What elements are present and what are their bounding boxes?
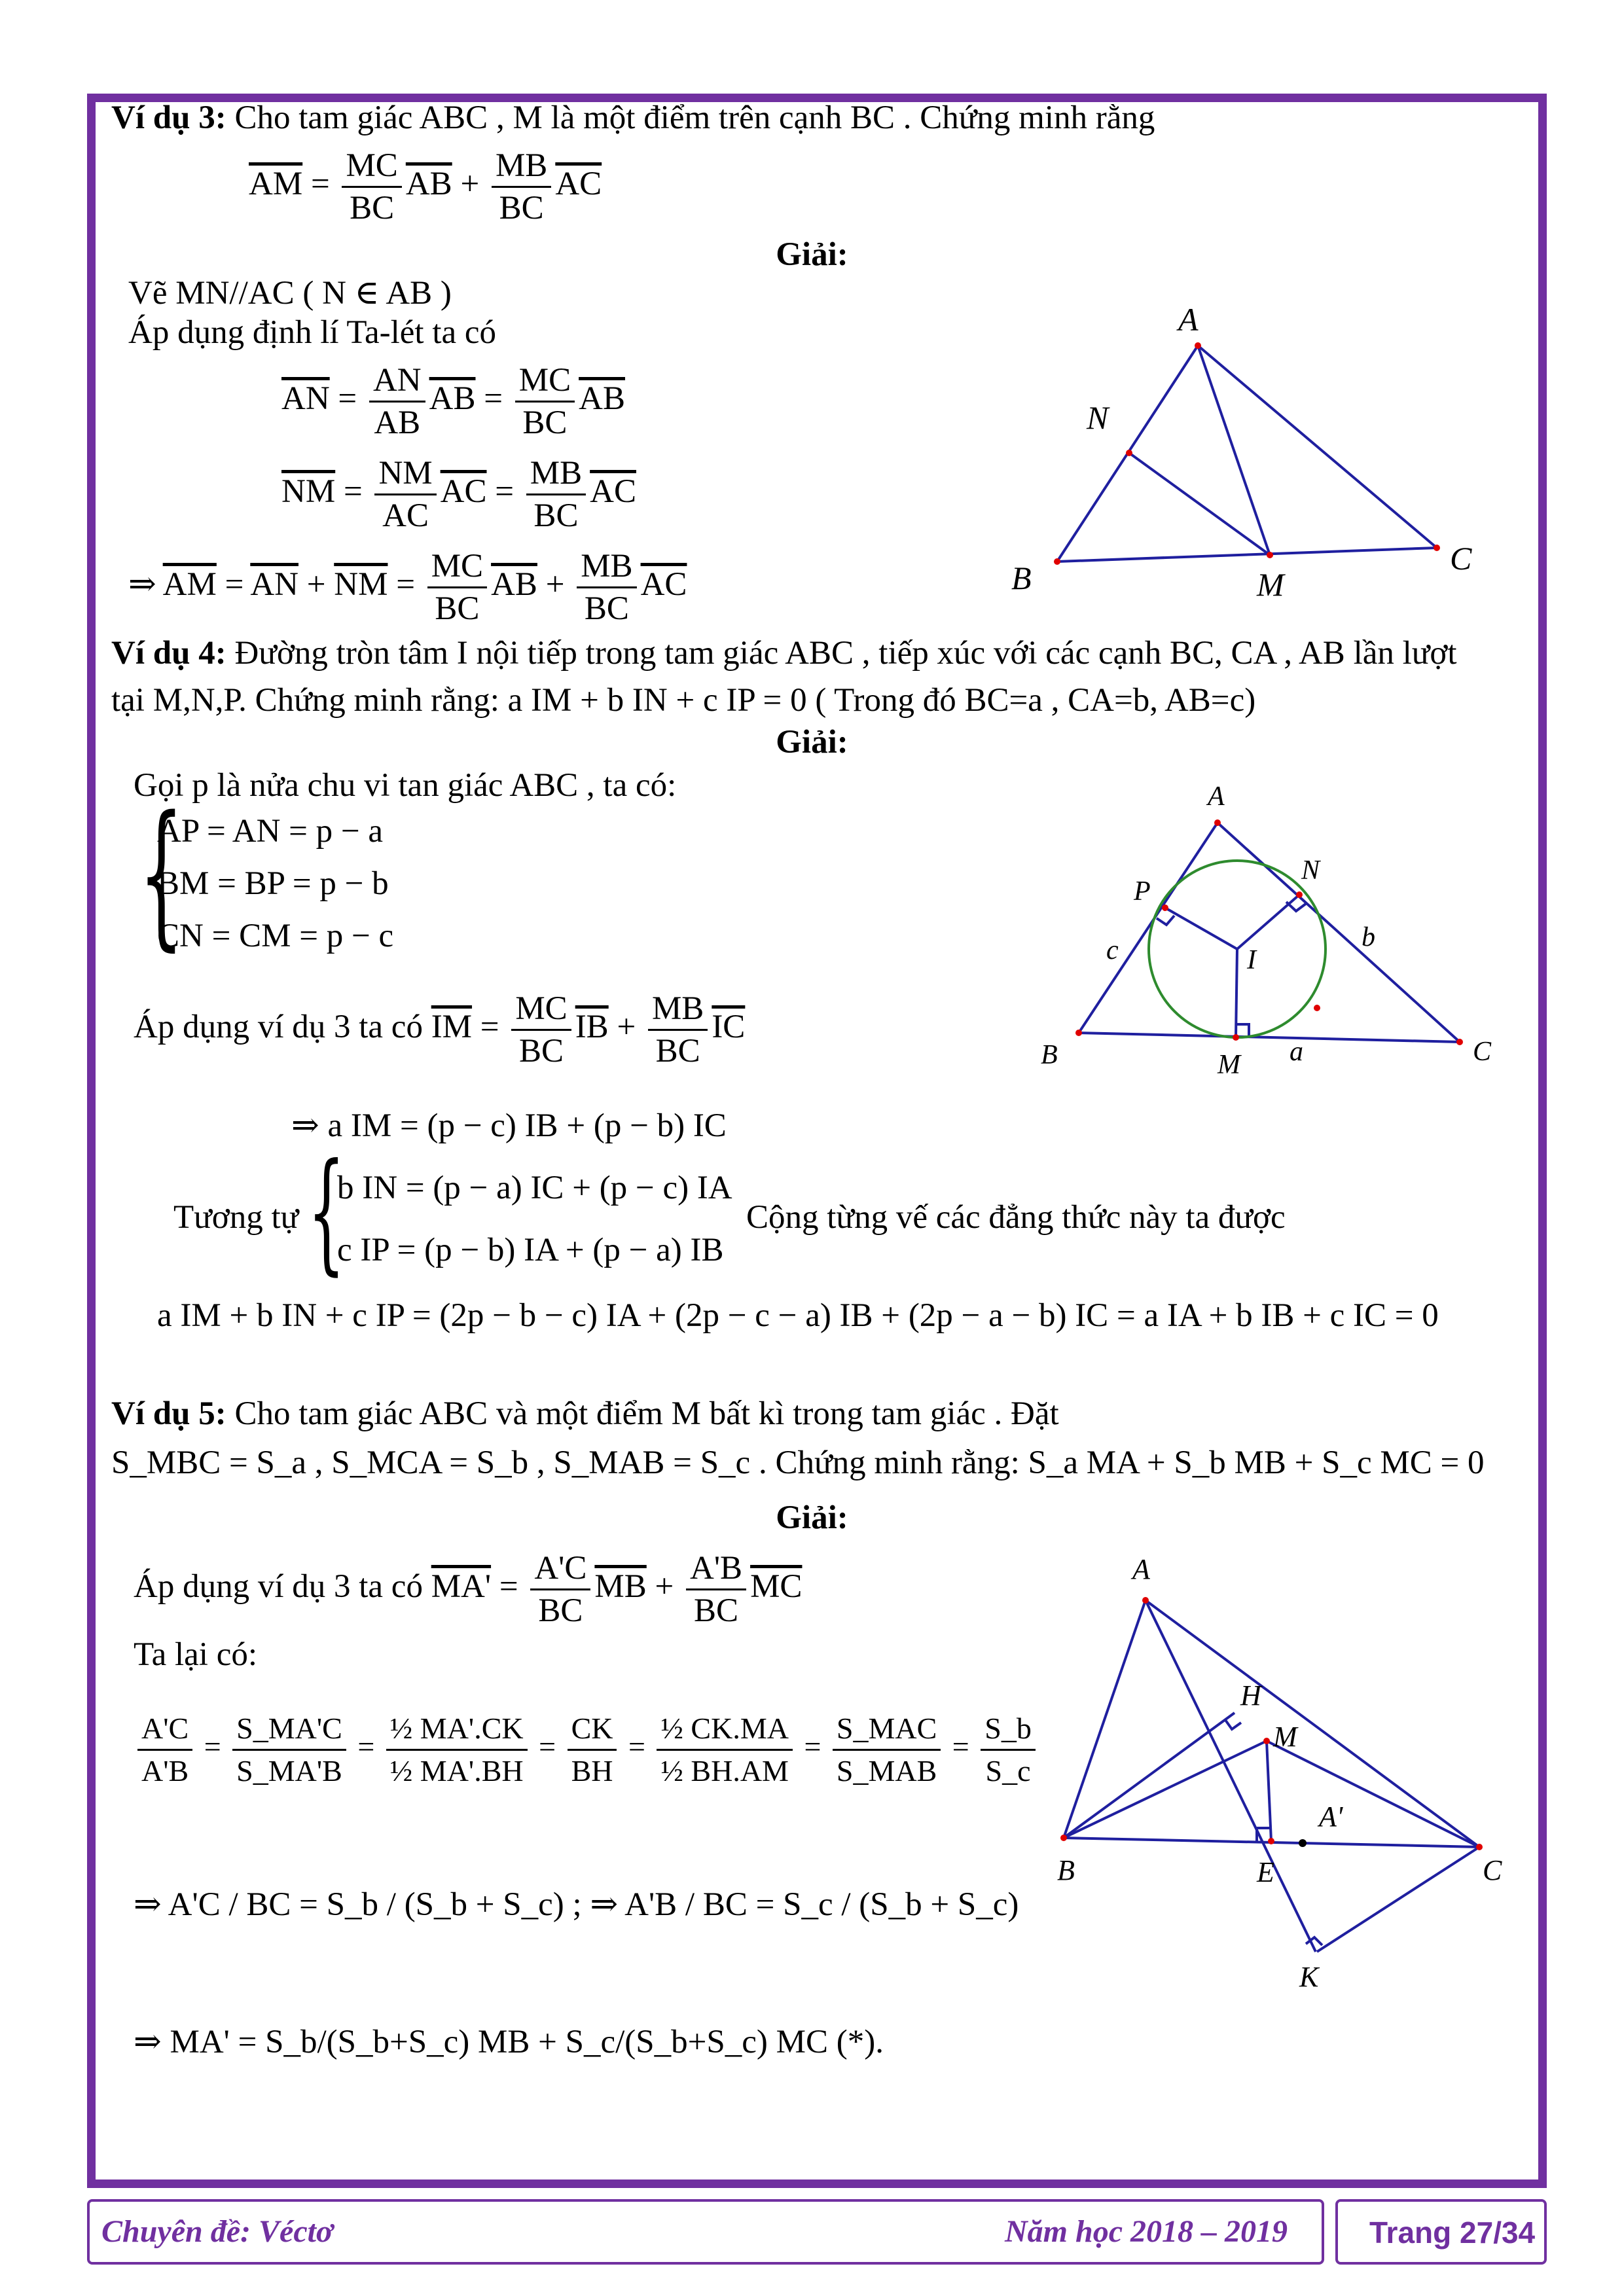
ex3-line1: Vẽ MN//AC ( N ∈ AB ): [128, 275, 452, 312]
fig3-label-A: A: [1178, 301, 1199, 338]
ex4-add: Cộng từng vế các đẳng thức này ta được: [746, 1199, 1286, 1236]
ex4-brace2: {: [308, 1136, 346, 1288]
ex5-line2: S_MBC = S_a , S_MCA = S_b , S_MAB = S_c . Chứng minh rằng: S_a MA + S_b MB + S_c MC = 0: [111, 1444, 1485, 1481]
fig3-label-B: B: [1011, 560, 1032, 596]
ex4-final: a IM + b IN + c IP = (2p − b − c) IA + (2p − c − a) IB + (2p − a − b) IC = a IA + b IB + c IC = 0: [157, 1297, 1439, 1334]
fig5-label-K: K: [1299, 1961, 1319, 1993]
fig4-label-M: M: [1218, 1050, 1240, 1080]
footer-year: Năm học 2018 – 2019: [1005, 2214, 1288, 2249]
fig4-label-I: I: [1247, 945, 1256, 975]
ex5-ratio: $\frac{A'C}{A'B}$ = $\frac{S\_MA'C}{S\_MA'B}$ = $\frac{\text{½ MA'.CK}}{\text{½ MA'.BH}}$ = $\frac{CK}{BH}$ = $\frac{\text{½ CK.MA}}{\text{½ BH.AM}}$ = S_MAC S_MAB = $\frac{S\_b}{S\_c}$: [134, 1708, 1039, 1791]
ex3-formula: $\overline{AM}$ = $\frac{MC}{BC}$ $\overline{AB}$ + $\frac{MB}{BC}$ $\overline{AC}$: [249, 145, 602, 228]
ex4-apply: Áp dụng ví dụ 3 ta có $\overline{IM}$ = $\frac{MC}{BC}$ $\overline{IB}$ + $\frac{MB}{BC}$ $\overline{IC}$: [134, 988, 745, 1071]
ex3-statement: Ví dụ 3: Cho tam giác ABC , M là một điểm trên cạnh BC . Chứng minh rằng: [111, 99, 1155, 136]
fig4-label-A: A: [1208, 781, 1225, 812]
ex4-sys-1: BM = BP = p − b: [157, 865, 389, 902]
ex5-also: Ta lại có:: [134, 1636, 258, 1673]
ex5-figure: [1021, 1551, 1519, 1996]
ex3-eq1: $\overline{AN}$ = $\frac{AN}{AB}$ $\overline{AB}$ = $\frac{MC}{BC}$ $\overline{AB}$: [281, 360, 625, 443]
fig5-label-C: C: [1483, 1854, 1502, 1886]
fig4-label-C: C: [1473, 1037, 1492, 1067]
ex5-final: ⇒ MA' = S_b/(S_b+S_c) MB + S_c/(S_b+S_c) MC (*).: [134, 2024, 884, 2060]
footer-topic: Chuyên đề: Véctơ: [101, 2214, 333, 2249]
ex4-figure: [1021, 772, 1519, 1086]
ex3-eq2: $\overline{NM}$ = $\frac{NM}{AC}$ $\overline{AC}$ = $\frac{MB}{BC}$ $\overline{AC}$: [281, 453, 636, 536]
fig3-label-M: M: [1257, 566, 1284, 603]
ex4-solution-title: Giải:: [776, 724, 848, 761]
fig4-label-P: P: [1134, 876, 1151, 906]
fig5-label-H: H: [1240, 1679, 1261, 1712]
fig5-label-A: A: [1132, 1553, 1150, 1585]
fig3-label-C: C: [1450, 540, 1472, 577]
ex4-eqA: ⇒ a IM = (p − c) IB + (p − b) IC: [291, 1107, 727, 1144]
fig4-label-B: B: [1041, 1040, 1058, 1070]
ex5-statement: Ví dụ 5: Cho tam giác ABC và một điểm M bất kì trong tam giác . Đặt: [111, 1395, 1059, 1432]
ex3-figure: [982, 281, 1506, 622]
ex3-line2: Áp dụng định lí Ta-lét ta có: [128, 314, 497, 351]
ex4-sys-2: CN = CM = p − c: [157, 918, 394, 954]
footer-page: Trang 27/34: [1369, 2215, 1536, 2250]
ex3-eq3: ⇒ $\overline{AM} = \overline{AN} + \overline{NM}$ = $\frac{MC}{BC}$ $\overline{AB}$ + $\frac{MB}{BC}$ $\overline{AC}$: [128, 546, 687, 629]
ex3-solution-title: Giải:: [776, 236, 848, 273]
ex5-solution-title: Giải:: [776, 1499, 848, 1536]
ex5-apply: Áp dụng ví dụ 3 ta có MA' = $\frac{A'C}{BC}$ $\overline{MB}$ + $\frac{A'B}{BC}$ $\overline{MC}$: [134, 1548, 802, 1631]
ex4-similar: Tương tự: [173, 1199, 299, 1236]
fig4-label-a: a: [1290, 1037, 1303, 1067]
fig3-label-N: N: [1087, 399, 1109, 436]
ex4-statement: Ví dụ 4: Đường tròn tâm I nội tiếp trong tam giác ABC , tiếp xúc với các cạnh BC, CA , AB lần lượt: [111, 635, 1457, 672]
ex5-implies: ⇒ A'C / BC = S_b / (S_b + S_c) ; ⇒ A'B / BC = S_c / (S_b + S_c): [134, 1886, 1019, 1923]
fig5-label-B: B: [1057, 1854, 1075, 1886]
fig4-label-c: c: [1106, 935, 1119, 965]
fig4-label-b: b: [1362, 922, 1375, 952]
fig5-label-E: E: [1257, 1856, 1274, 1888]
fig5-label-M: M: [1273, 1721, 1297, 1753]
ex4-sys2-0: b IN = (p − a) IC + (p − c) IA: [337, 1170, 732, 1206]
fig5-label-A2: A': [1319, 1801, 1343, 1833]
ex4-sys-0: AP = AN = p − a: [157, 813, 384, 850]
ex4-line1: Gọi p là nửa chu vi tan giác ABC , ta có:: [134, 767, 677, 804]
ex4-brace: {: [139, 782, 184, 965]
ex4-sys2-1: c IP = (p − b) IA + (p − a) IB: [337, 1232, 724, 1268]
ex4-statement2: tại M,N,P. Chứng minh rằng: a IM + b IN + c IP = 0 ( Trong đó BC=a , CA=b, AB=c): [111, 682, 1256, 719]
fig4-label-N: N: [1301, 855, 1320, 886]
